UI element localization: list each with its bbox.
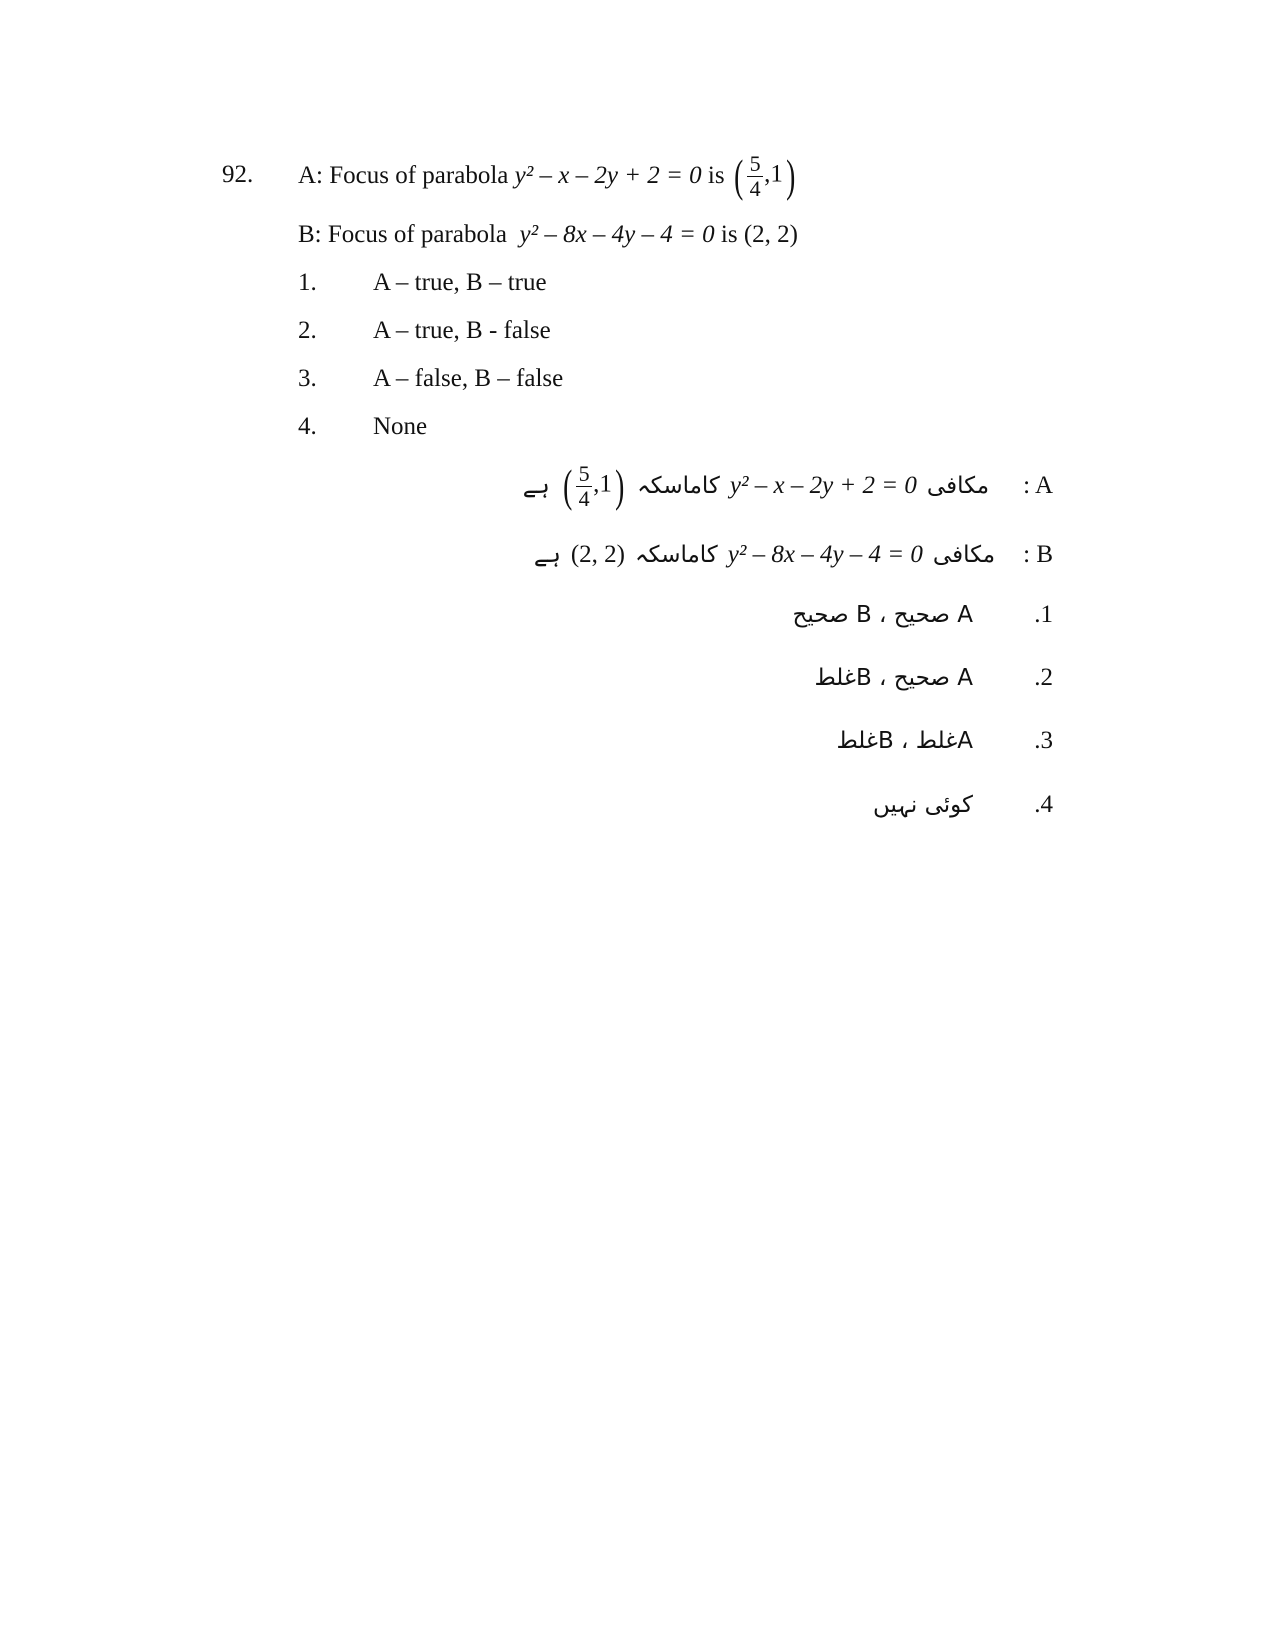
statement-b-equation: y² – 8x – 4y – 4 = 0 bbox=[519, 221, 715, 248]
option-1-number: 1. bbox=[298, 269, 317, 296]
urdu-frac-denominator: 4 bbox=[578, 485, 590, 511]
urdu-point-rest: ,1 bbox=[593, 470, 612, 498]
point-rest: ,1 bbox=[764, 160, 783, 188]
question-number: 92. bbox=[222, 161, 254, 188]
option-2-number: 2. bbox=[298, 317, 317, 344]
statement-a-prefix: A: Focus of parabola bbox=[298, 162, 509, 189]
urdu-option-4-text: کوئی نہیں bbox=[872, 792, 973, 818]
statement-a bbox=[298, 146, 798, 206]
urdu-focus-word-b: کاماسکہ bbox=[635, 542, 718, 568]
statement-b-point: (2, 2) bbox=[743, 221, 798, 248]
statement-a-focus-point: ( $\frac{5}{4}$ ,1) bbox=[733, 150, 796, 201]
frac-denominator: 4 bbox=[749, 175, 761, 201]
statement-b-prefix: B: Focus of parabola bbox=[298, 221, 507, 248]
option-4-text: None bbox=[373, 413, 428, 440]
urdu-a-label: : A bbox=[1023, 472, 1053, 499]
option-3-number: 3. bbox=[298, 365, 317, 392]
urdu-option-3-text: Aغلط ، Bغلط bbox=[836, 728, 973, 754]
urdu-option-1 bbox=[792, 600, 1053, 630]
statement-b bbox=[298, 220, 798, 250]
statement-a-equation: y² – x – 2y + 2 = 0 bbox=[514, 162, 702, 189]
urdu-is-word: ہے bbox=[522, 473, 550, 499]
urdu-is-word-b: ہے bbox=[533, 542, 561, 568]
urdu-a-equation: y² – x – 2y + 2 = 0 bbox=[729, 472, 917, 499]
urdu-statement-b bbox=[534, 540, 1053, 570]
urdu-statement-a bbox=[523, 454, 1053, 518]
option-3-text: A – false, B – false bbox=[373, 365, 564, 392]
option-4-number: 4. bbox=[298, 413, 317, 440]
urdu-option-1-text: A صحیح ، B صحیح bbox=[792, 602, 973, 628]
urdu-b-label: : B bbox=[1023, 541, 1053, 568]
option-1-text: A – true, B – true bbox=[373, 269, 547, 296]
urdu-option-3 bbox=[836, 726, 1053, 756]
statement-a-is: is bbox=[707, 162, 725, 189]
urdu-parabola-word: مکافی bbox=[926, 473, 990, 499]
urdu-a-focus-point: ( $\frac{5}{4}$ ,1) bbox=[562, 460, 625, 511]
frac-numerator: 5 bbox=[749, 150, 761, 176]
urdu-option-2-text: A صحیح ، Bغلط bbox=[814, 665, 973, 691]
urdu-option-4 bbox=[873, 790, 1053, 820]
urdu-b-equation: y² – 8x – 4y – 4 = 0 bbox=[727, 541, 923, 568]
urdu-frac-numerator: 5 bbox=[578, 460, 590, 486]
urdu-b-point: (2, 2) bbox=[570, 541, 626, 568]
option-2-text: A – true, B - false bbox=[373, 317, 551, 344]
urdu-option-2-number: .2 bbox=[1034, 664, 1053, 691]
urdu-option-2 bbox=[814, 663, 1053, 693]
urdu-option-3-number: .3 bbox=[1034, 727, 1053, 754]
urdu-option-4-number: .4 bbox=[1034, 791, 1053, 818]
statement-b-is: is bbox=[720, 221, 738, 248]
urdu-focus-word: کاماسکہ bbox=[637, 473, 720, 499]
urdu-parabola-word-b: مکافی bbox=[932, 542, 996, 568]
urdu-option-1-number: .1 bbox=[1034, 601, 1053, 628]
